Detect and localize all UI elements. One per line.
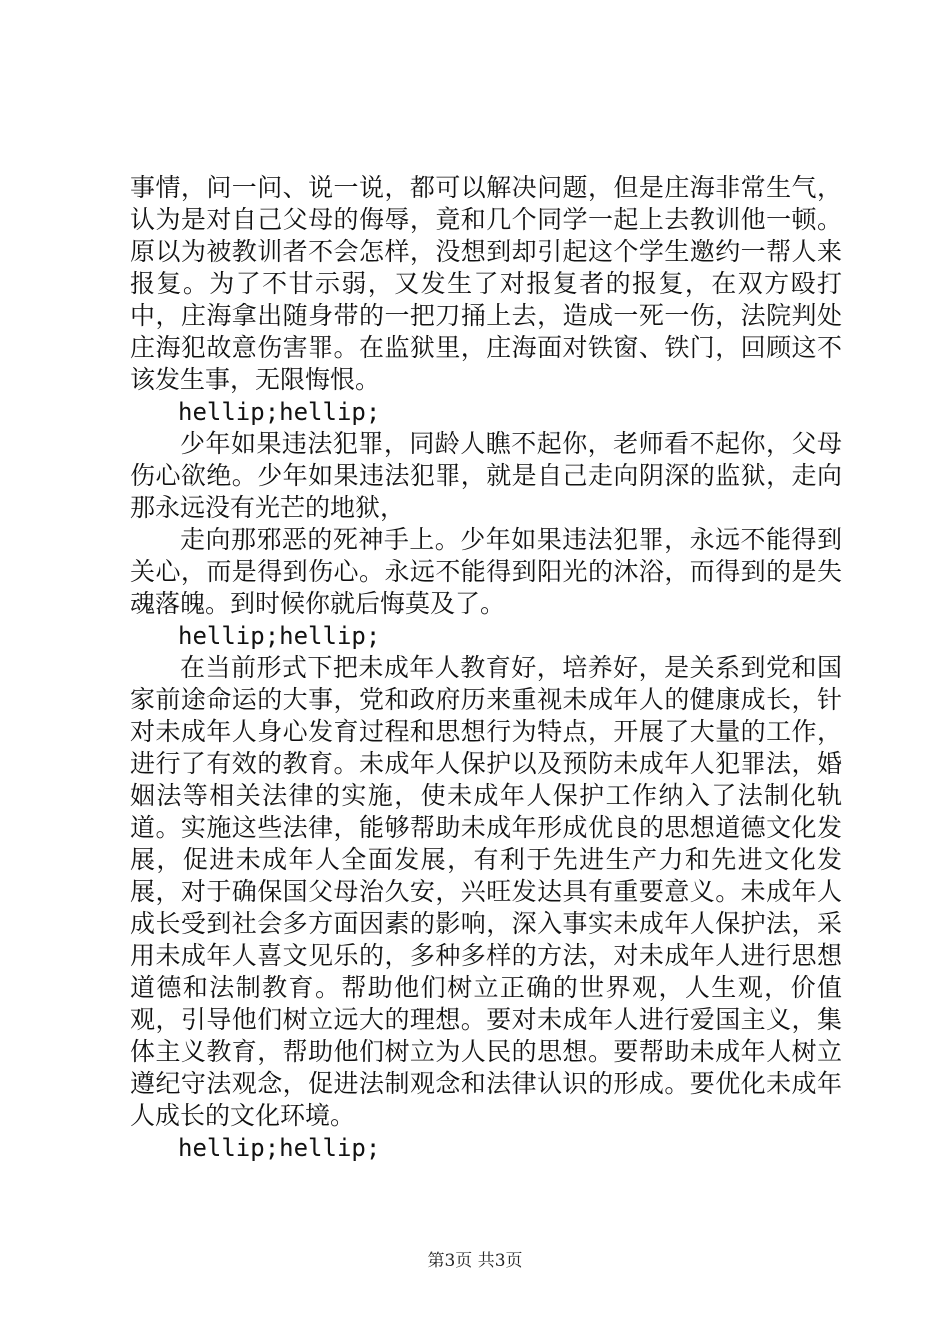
ellipsis-line-2: hellip;hellip; bbox=[178, 622, 381, 650]
paragraph-2: 少年如果违法犯罪，同龄人瞧不起你，老师看不起你，父母伤心欲绝。少年如果违法犯罪，就是自己走向阴深的监狱，走向那永远没有光芒的地狱， bbox=[130, 429, 842, 522]
ellipsis-line-1: hellip;hellip; bbox=[178, 398, 381, 426]
ellipsis-line-3: hellip;hellip; bbox=[178, 1134, 381, 1162]
paragraph-3: 走向那邪恶的死神手上。少年如果违法犯罪，永远不能得到关心，而是得到伤心。永远不能得到阳光的沐浴，而得到的是失魂落魄。到时候你就后悔莫及了。 bbox=[130, 525, 842, 618]
page-footer: 第3页 共3页 bbox=[427, 1251, 523, 1271]
document-body bbox=[130, 172, 842, 1164]
paragraph-4: 在当前形式下把未成年人教育好，培养好，是关系到党和国家前途命运的大事，党和政府历来重视未成年人的健康成长，针对未成年人身心发育过程和思想行为特点，开展了大量的工作，进行了有效的教育。未成年人保护以及预防未成年人犯罪法，婚姻法等相关法律的实施，使未成年人保护工作纳入了法制化轨道。实施这些法律，能够帮助未成年形成优良的思想道德文化发展，促进未成年人全面发展，有利于先进生产力和先进文化发展，对于确保国父母治久安，兴旺发达具有重要意义。未成年人成长受到社会多方面因素的影响，深入事实未成年人保护法，采用未成年人喜文见乐的，多种多样的方法，对未成年人进行思想道德和法制教育。帮助他们树立正确的世界观，人生观，价值观，引导他们树立远大的理想。要对未成年人进行爱国主义，集体主义教育，帮助他们树立为人民的思想。要帮助未成年人树立遵纪守法观念，促进法制观念和法律认识的形成。要优化未成年人成长的文化环境。 bbox=[130, 653, 842, 1130]
paragraph-1: 事情，问一问、说一说，都可以解决问题，但是庄海非常生气，认为是对自己父母的侮辱，竟和几个同学一起上去教训他一顿。原以为被教训者不会怎样，没想到却引起这个学生邀约一帮人来报复。为了不甘示弱，又发生了对报复者的报复，在双方殴打中，庄海拿出随身带的一把刀捅上去，造成一死一伤，法院判处庄海犯故意伤害罪。在监狱里，庄海面对铁窗、铁门，回顾这不该发生事，无限悔恨。 bbox=[130, 173, 842, 394]
